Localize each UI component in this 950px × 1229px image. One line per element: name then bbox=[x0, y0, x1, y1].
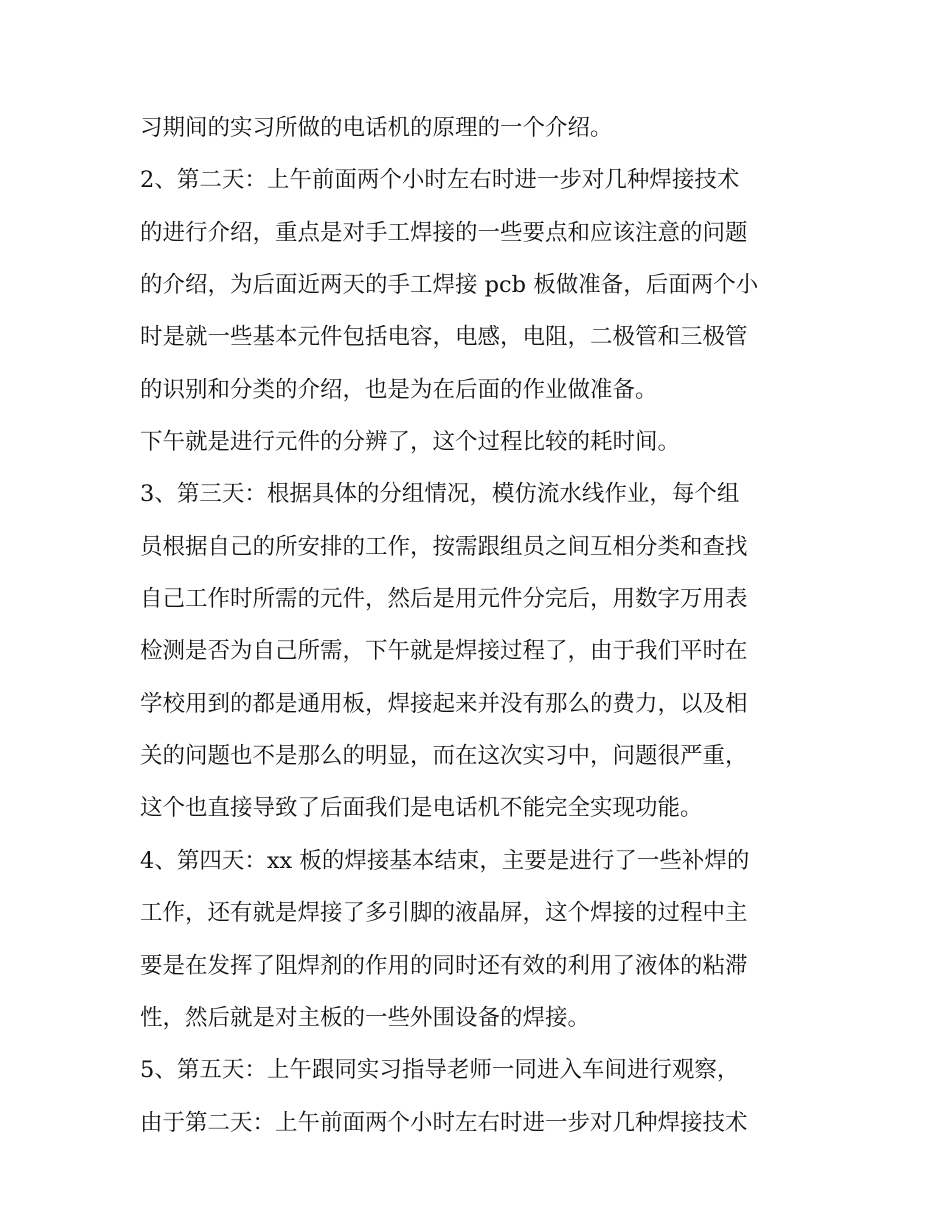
text-line: 学校用到的都是通用板，焊接起来并没有那么的费力，以及相 bbox=[140, 690, 748, 717]
text-line: 性，然后就是对主板的一些外围设备的焊接。 bbox=[140, 1004, 591, 1031]
text-line: 员根据自己的所安排的工作，按需跟组员之间互相分类和查找 bbox=[140, 533, 748, 560]
text-line: 的介绍，为后面近两天的手工焊接 pcb 板做准备，后面两个小 bbox=[140, 272, 759, 299]
text-line: 检测是否为自己所需，下午就是焊接过程了，由于我们平时在 bbox=[140, 638, 748, 665]
text-line: 5、第五天：上午跟同实习指导老师一同进入车间进行观察， bbox=[140, 1057, 740, 1084]
text-line: 的识别和分类的介绍，也是为在后面的作业做准备。 bbox=[140, 376, 658, 403]
text-line: 关的问题也不是那么的明显，而在这次实习中，问题很严重， bbox=[140, 743, 748, 770]
text-line: 工作，还有就是焊接了多引脚的液晶屏，这个焊接的过程中主 bbox=[140, 900, 748, 927]
text-line: 下午就是进行元件的分辨了，这个过程比较的耗时间。 bbox=[140, 429, 681, 456]
text-line: 3、第三天：根据具体的分组情况，模仿流水线作业，每个组 bbox=[140, 481, 740, 508]
text-line: 的进行介绍，重点是对手工焊接的一些要点和应该注意的问题 bbox=[140, 219, 748, 246]
text-line: 2、第二天：上午前面两个小时左右时进一步对几种焊接技术 bbox=[140, 167, 740, 194]
text-line: 要是在发挥了阻焊剂的作用的同时还有效的利用了液体的粘滞 bbox=[140, 952, 748, 979]
text-line: 4、第四天：xx 板的焊接基本结束，主要是进行了一些补焊的 bbox=[140, 847, 750, 874]
text-line: 自己工作时所需的元件，然后是用元件分完后，用数字万用表 bbox=[140, 586, 748, 613]
text-line: 由于第二天：上午前面两个小时左右时进一步对几种焊接技术 bbox=[140, 1109, 748, 1136]
text-line: 这个也直接导致了后面我们是电话机不能完全实现功能。 bbox=[140, 795, 703, 822]
text-line: 习期间的实习所做的电话机的原理的一个介绍。 bbox=[140, 115, 613, 141]
text-line: 时是就一些基本元件包括电容，电感，电阻，二极管和三极管 bbox=[140, 324, 748, 351]
document-body bbox=[140, 110, 820, 1141]
